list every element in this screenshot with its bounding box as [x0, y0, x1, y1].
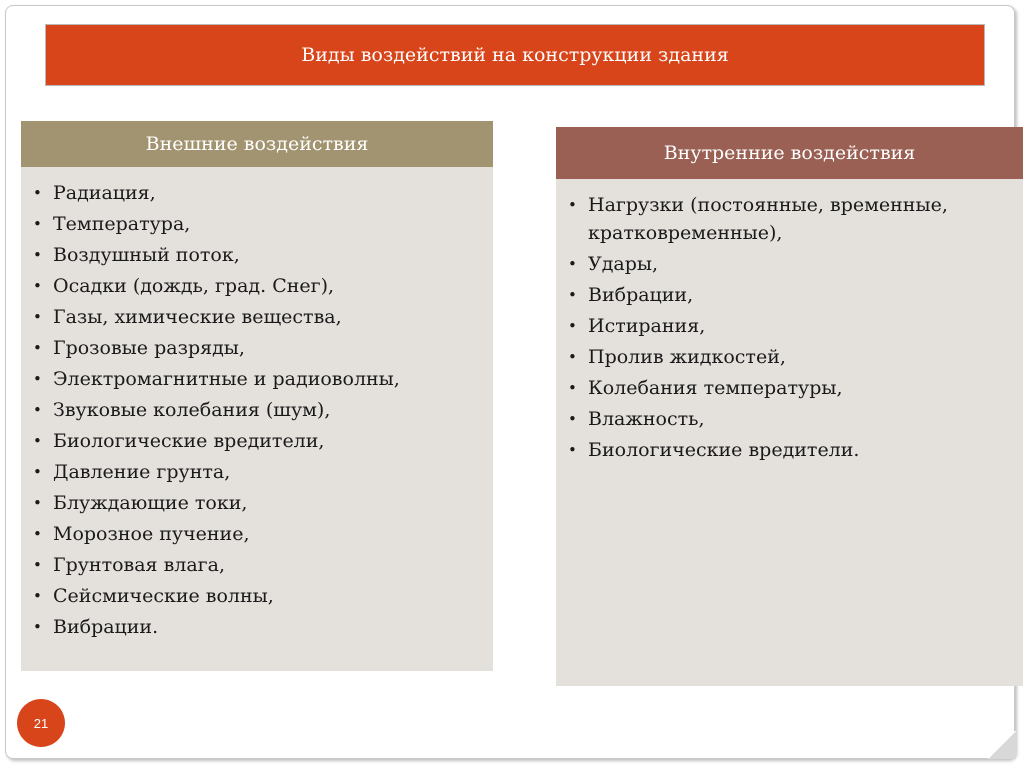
list-item-text: Пролив жидкостей,	[588, 346, 786, 368]
list-item	[568, 281, 1009, 309]
list-item	[33, 457, 493, 488]
bullet-icon: •	[568, 348, 577, 366]
bullet-icon: •	[568, 196, 577, 214]
internal-impacts-title: Внутренние воздействия	[663, 142, 916, 164]
internal-impacts-body	[556, 179, 1023, 686]
list-item	[568, 250, 1009, 278]
list-item-text: Воздушный поток,	[53, 244, 240, 266]
list-item	[568, 191, 1009, 247]
list-item	[33, 271, 493, 302]
list-item-text: Удары,	[588, 253, 659, 275]
list-item	[568, 436, 1009, 464]
list-item-text: Нагрузки (постоянные, временные, кратковременные),	[588, 194, 948, 244]
list-item-text: Радиация,	[53, 182, 156, 204]
internal-impacts-header	[556, 127, 1023, 179]
bullet-icon: •	[568, 255, 577, 273]
external-impacts-list	[33, 178, 493, 643]
list-item-text: Сейсмические волны,	[53, 585, 274, 607]
external-impacts-header	[21, 121, 493, 167]
bullet-icon: •	[568, 441, 577, 459]
list-item	[33, 333, 493, 364]
list-item	[33, 550, 493, 581]
list-item-text: Морозное пучение,	[53, 523, 250, 545]
bullet-icon: •	[568, 317, 577, 335]
bullet-icon: •	[33, 587, 42, 605]
list-item-text: Температура,	[53, 213, 191, 235]
bullet-icon: •	[33, 556, 42, 574]
list-item	[33, 364, 493, 395]
list-item-text: Давление грунта,	[53, 461, 231, 483]
page-number: 21	[33, 715, 49, 731]
bullet-icon: •	[33, 618, 42, 636]
bullet-icon: •	[33, 277, 42, 295]
list-item-text: Колебания температуры,	[588, 377, 843, 399]
bullet-icon: •	[33, 339, 42, 357]
bullet-icon: •	[33, 525, 42, 543]
list-item	[33, 581, 493, 612]
list-item	[33, 612, 493, 643]
list-item-text: Электромагнитные и радиоволны,	[53, 368, 400, 390]
list-item-text: Вибрации,	[588, 284, 694, 306]
list-item	[568, 405, 1009, 433]
list-item-text: Грозовые разряды,	[53, 337, 245, 359]
list-item-text: Грунтовая влага,	[53, 554, 226, 576]
list-item-text: Звуковые колебания (шум),	[53, 399, 331, 421]
list-item-text: Биологические вредители.	[588, 439, 860, 461]
slide-title-bar	[45, 24, 985, 86]
list-item	[33, 302, 493, 333]
bullet-icon: •	[568, 286, 577, 304]
page-curl-decoration	[988, 731, 1016, 759]
list-item-text: Истирания,	[588, 315, 706, 337]
list-item-text: Вибрации.	[53, 616, 159, 638]
list-item	[33, 240, 493, 271]
list-item-text: Биологические вредители,	[53, 430, 325, 452]
list-item-text: Блуждающие токи,	[53, 492, 248, 514]
list-item	[33, 395, 493, 426]
list-item	[33, 426, 493, 457]
bullet-icon: •	[33, 463, 42, 481]
bullet-icon: •	[33, 432, 42, 450]
list-item	[33, 209, 493, 240]
page-number-badge	[17, 699, 65, 747]
list-item	[568, 343, 1009, 371]
external-impacts-title: Внешние воздействия	[145, 133, 369, 155]
list-item-text: Влажность,	[588, 408, 705, 430]
bullet-icon: •	[33, 401, 42, 419]
bullet-icon: •	[33, 246, 42, 264]
internal-impacts-list	[568, 191, 1009, 464]
list-item	[33, 519, 493, 550]
internal-impacts-panel	[556, 127, 1023, 686]
bullet-icon: •	[33, 494, 42, 512]
bullet-icon: •	[33, 215, 42, 233]
list-item	[568, 374, 1009, 402]
external-impacts-panel	[21, 121, 493, 671]
list-item	[568, 312, 1009, 340]
bullet-icon: •	[568, 410, 577, 428]
bullet-icon: •	[568, 379, 577, 397]
external-impacts-body	[21, 167, 493, 671]
bullet-icon: •	[33, 370, 42, 388]
bullet-icon: •	[33, 308, 42, 326]
bullet-icon: •	[33, 184, 42, 202]
list-item	[33, 178, 493, 209]
list-item-text: Газы, химические вещества,	[53, 306, 342, 328]
list-item	[33, 488, 493, 519]
list-item-text: Осадки (дождь, град. Снег),	[53, 275, 335, 297]
slide-title: Виды воздействий на конструкции здания	[301, 44, 729, 66]
